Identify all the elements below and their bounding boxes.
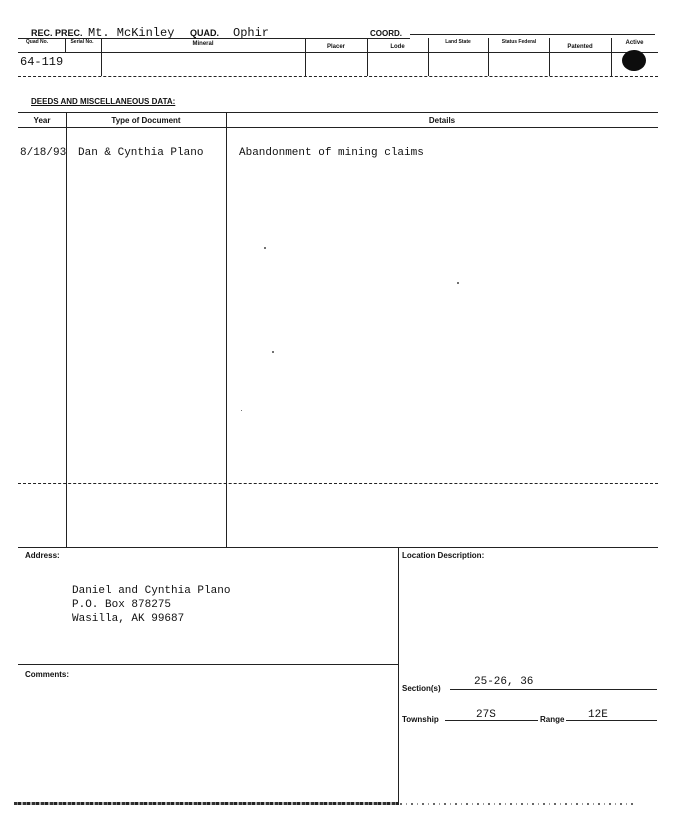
scan-speck — [264, 247, 266, 249]
address-line: P.O. Box 878275 — [72, 599, 172, 611]
col-serial-no: Serial No. — [70, 39, 94, 45]
sections-value: 25-26, 36 — [474, 676, 534, 688]
quad-value: Ophir — [233, 26, 270, 40]
scan-speck — [457, 282, 459, 284]
deeds-header-rule — [18, 127, 658, 128]
header-column-rule — [18, 52, 658, 53]
col-patented: Patented — [567, 44, 593, 50]
scan-speck — [272, 351, 274, 353]
township-underline — [445, 720, 538, 721]
coord-rule — [410, 34, 655, 35]
range-underline — [566, 720, 657, 721]
location-label: Location Description: — [402, 551, 485, 560]
coord-label: COORD. — [370, 29, 402, 38]
rec-prec-value: Mt. McKinley — [88, 26, 175, 40]
quad-label: QUAD. — [190, 28, 219, 38]
range-value: 12E — [588, 709, 608, 721]
header-bottom-rule — [18, 76, 658, 77]
active-filled-circle — [622, 50, 646, 71]
scan-speck — [241, 410, 242, 411]
col-placer: Placer — [326, 44, 345, 50]
deeds-divider — [66, 112, 67, 547]
scan-edge-noise — [14, 802, 399, 805]
scan-edge-noise — [400, 803, 635, 805]
col-lode: Lode — [390, 44, 405, 50]
row-year: 8/18/93 — [20, 147, 67, 159]
deeds-top-rule — [18, 112, 658, 113]
deeds-bottom-rule — [18, 547, 658, 548]
col-mineral: Mineral — [192, 41, 214, 47]
col-quad-no: Quad No. — [25, 39, 49, 45]
deeds-dashed-rule — [18, 483, 658, 484]
address-line: Wasilla, AK 99687 — [72, 613, 185, 625]
col-land-state: Land State — [445, 39, 471, 45]
col-details: Details — [428, 116, 456, 125]
comments-label: Comments: — [25, 670, 70, 679]
township-label: Township — [402, 715, 439, 724]
row-details: Abandonment of mining claims — [239, 147, 424, 159]
col-divider — [65, 38, 66, 52]
row-type: Dan & Cynthia Plano — [78, 147, 204, 159]
deeds-divider — [226, 112, 227, 547]
deeds-title: DEEDS AND MISCELLANEOUS DATA: — [31, 97, 176, 106]
quad-serial-value: 64-119 — [20, 55, 64, 69]
sections-underline — [450, 689, 657, 690]
col-active: Active — [625, 40, 644, 46]
rec-prec-label: REC. PREC. — [31, 28, 83, 38]
col-status-federal: Status Federal — [501, 39, 537, 45]
address-bottom-rule — [18, 664, 398, 665]
col-divider — [428, 38, 429, 76]
range-label: Range — [540, 715, 565, 724]
sections-label: Section(s) — [402, 684, 441, 693]
address-line: Daniel and Cynthia Plano — [72, 585, 231, 597]
address-block — [72, 584, 230, 626]
address-label: Address: — [25, 551, 60, 560]
col-divider — [488, 38, 489, 76]
col-year: Year — [33, 116, 51, 125]
col-type-of-document: Type of Document — [111, 116, 181, 125]
bottom-divider — [398, 547, 399, 805]
township-value: 27S — [476, 709, 496, 721]
